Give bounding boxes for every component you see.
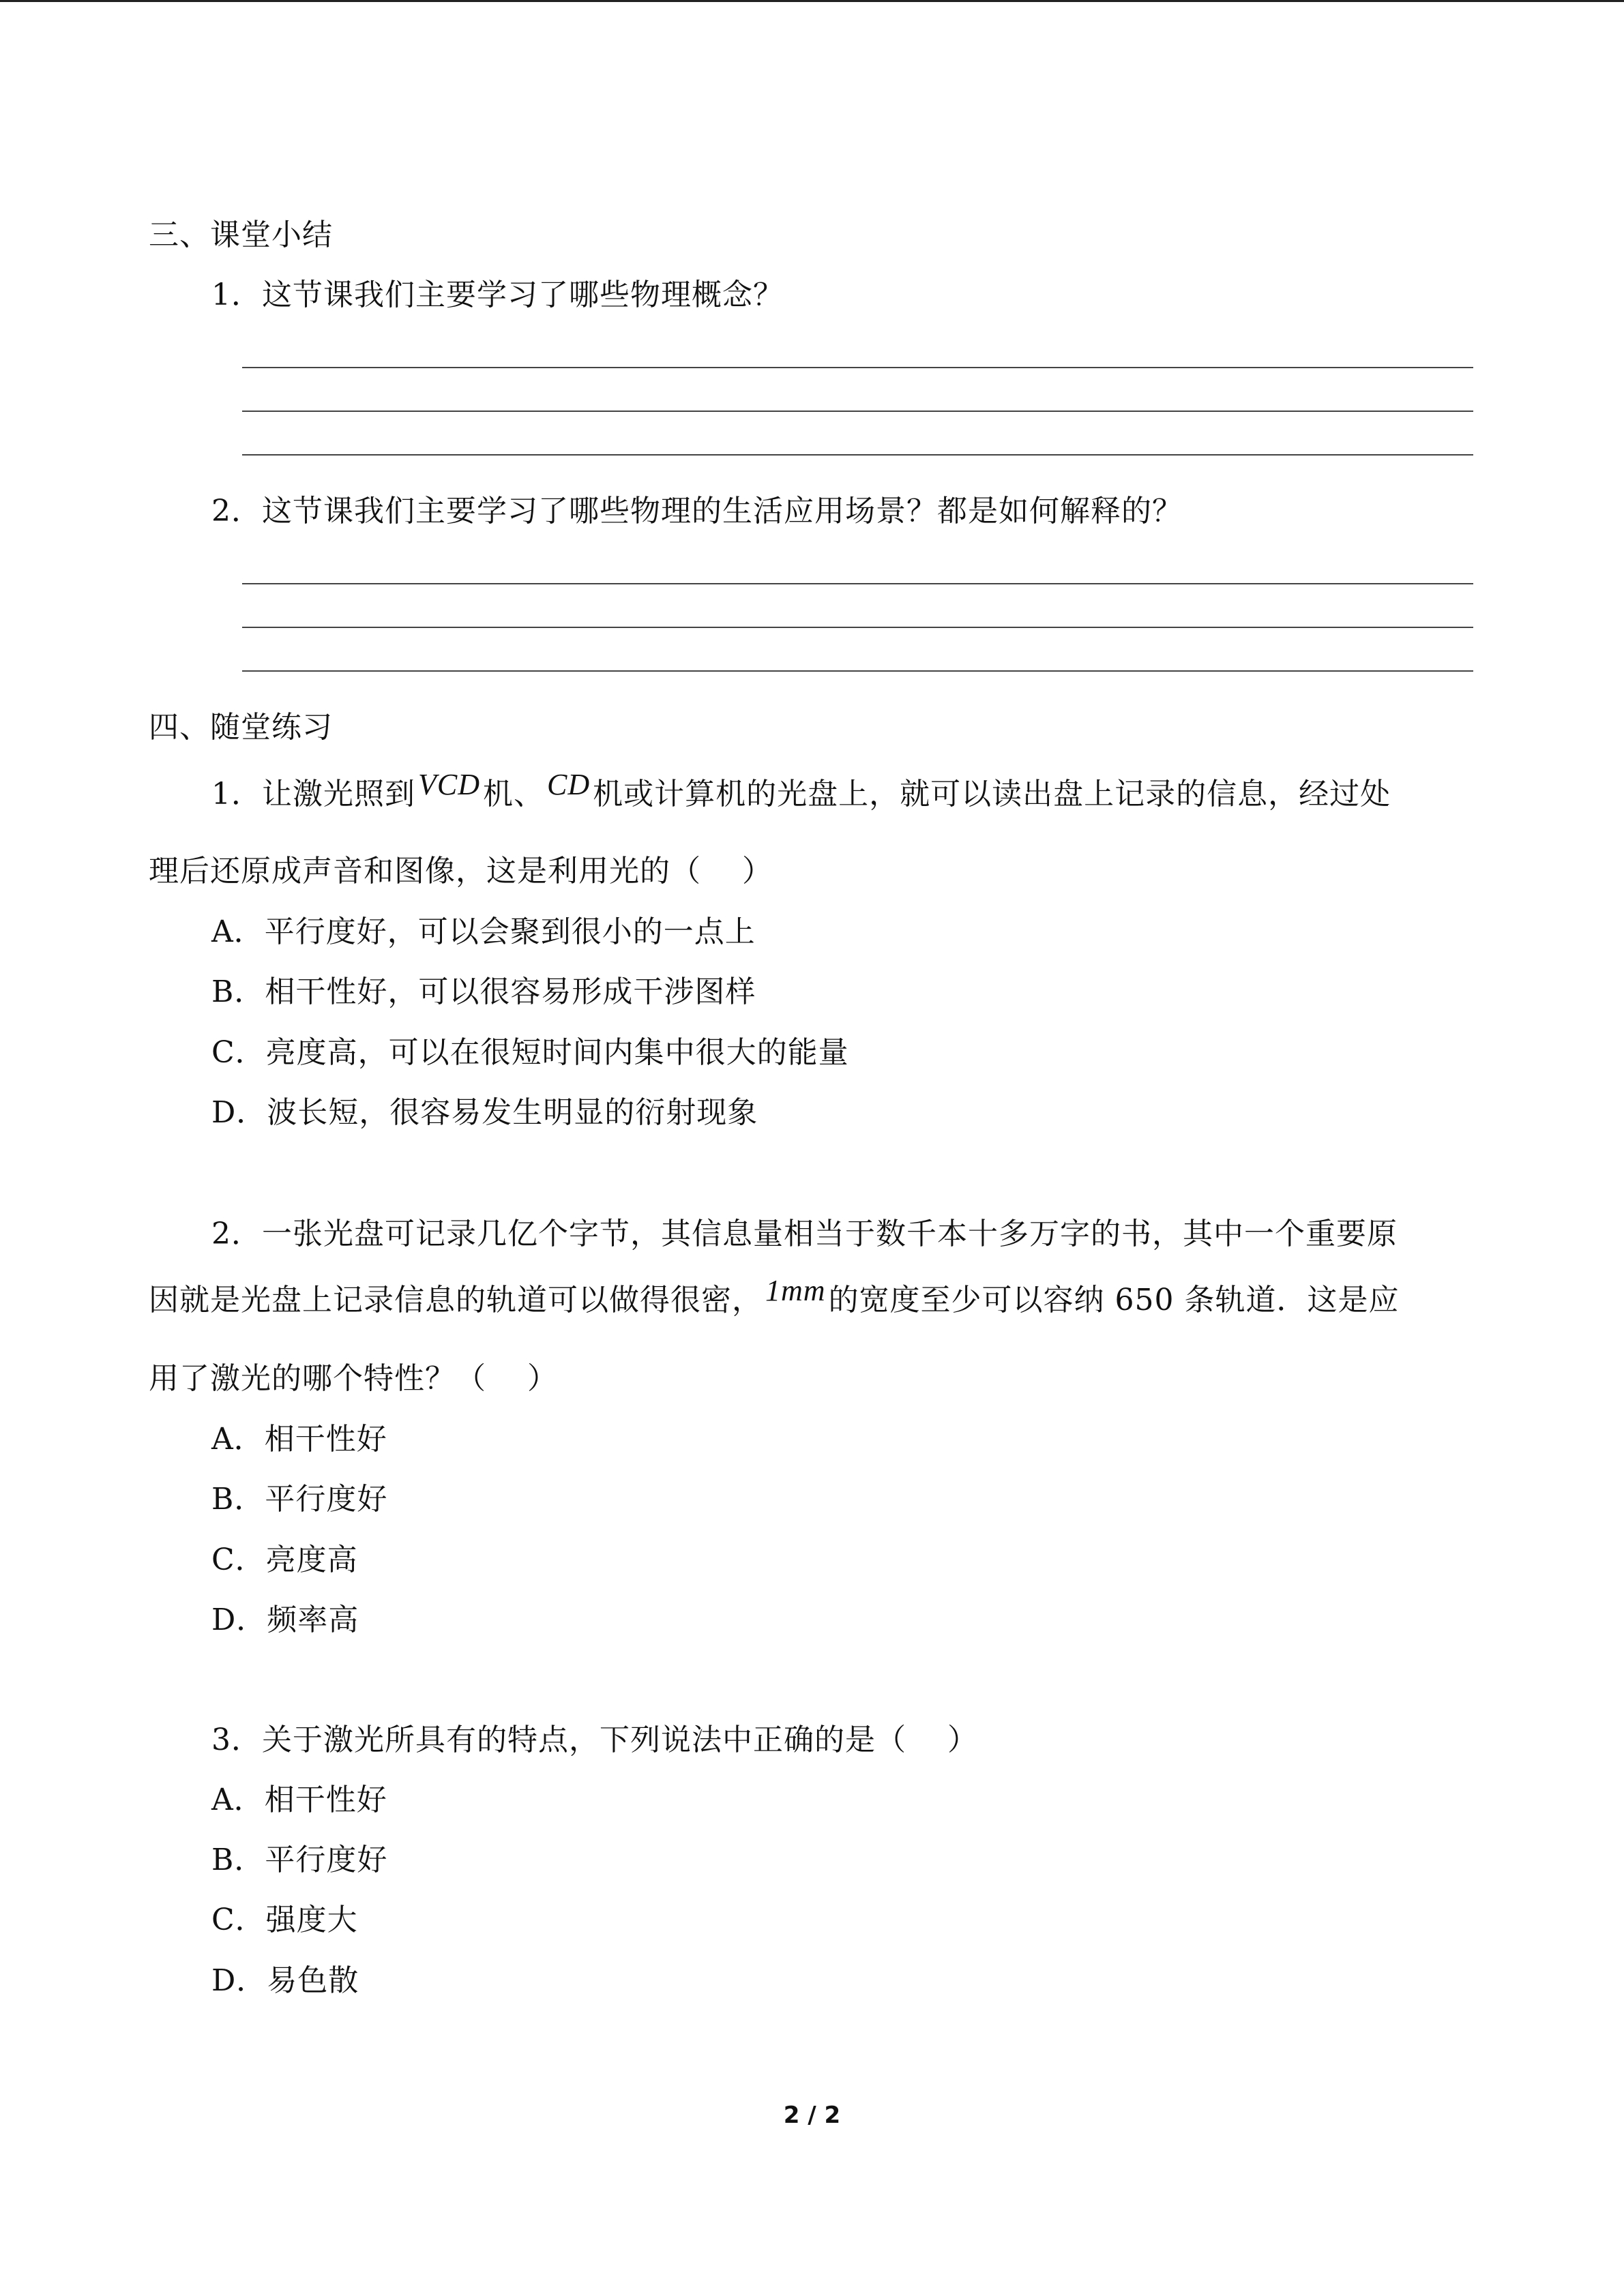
- question-text: 的宽度至少可以容纳 650 条轨道．这是应: [828, 1283, 1400, 1317]
- option-d: D．易色散: [211, 1963, 359, 1998]
- option-b: B．平行度好: [211, 1482, 388, 1517]
- summary-question-2: 2．这节课我们主要学习了哪些物理的生活应用场景？都是如何解释的？: [211, 494, 1183, 528]
- option-c: C．亮度高: [211, 1542, 358, 1577]
- question-text: 用了激光的哪个特性？（: [149, 1361, 486, 1396]
- practice-question-1-line-2: [149, 851, 773, 892]
- practice-question-3: [211, 1720, 978, 1761]
- section-heading-summary: 三、课堂小结: [149, 218, 333, 252]
- option-d: D．波长短，很容易发生明显的衍射现象: [211, 1095, 758, 1130]
- question-text: 因就是光盘上记录信息的轨道可以做得很密，: [149, 1283, 763, 1317]
- answer-line: [242, 454, 1473, 456]
- page-number: 2 / 2: [783, 2102, 841, 2129]
- option-a: A．相干性好: [211, 1783, 387, 1817]
- option-b: B．相干性好，可以很容易形成干涉图样: [211, 974, 756, 1009]
- math-1mm: 1mm: [765, 1274, 826, 1307]
- option-d: D．频率高: [211, 1602, 359, 1637]
- question-text: 3．关于激光所具有的特点，下列说法中正确的是（: [211, 1723, 906, 1757]
- practice-question-2-line-2: [149, 1274, 1400, 1321]
- question-text: 1．让激光照到: [211, 777, 415, 811]
- option-c: C．亮度高，可以在很短时间内集中很大的能量: [211, 1035, 849, 1070]
- question-text: 机或计算机的光盘上，就可以读出盘上记录的信息，经过处: [593, 777, 1391, 811]
- answer-line: [242, 411, 1473, 412]
- option-a: A．平行度好，可以会聚到很小的一点上: [211, 914, 756, 949]
- practice-question-1-line-1: [211, 768, 1391, 815]
- answer-line: [242, 627, 1473, 628]
- question-text: ）: [742, 854, 773, 889]
- answer-line: [242, 583, 1473, 584]
- answer-line: [242, 367, 1473, 368]
- answer-line: [242, 670, 1473, 672]
- math-cd: CD: [547, 768, 591, 801]
- section-heading-practice: 四、随堂练习: [149, 710, 333, 745]
- math-vcd: VCD: [418, 768, 480, 801]
- question-text: ）: [947, 1723, 978, 1757]
- top-border: [0, 0, 1624, 2]
- practice-question-2-line-3: [149, 1358, 558, 1399]
- option-a: A．相干性好: [211, 1422, 387, 1457]
- summary-question-1: 1．这节课我们主要学习了哪些物理概念？: [211, 278, 784, 312]
- option-c: C．强度大: [211, 1903, 358, 1937]
- question-text: 机、: [483, 777, 544, 811]
- question-text: ）: [527, 1361, 558, 1396]
- option-b: B．平行度好: [211, 1843, 388, 1877]
- question-text: 理后还原成声音和图像，这是利用光的（: [149, 854, 701, 889]
- practice-question-2-line-1: 2．一张光盘可记录几亿个字节，其信息量相当于数千本十多万字的书，其中一个重要原: [211, 1217, 1398, 1251]
